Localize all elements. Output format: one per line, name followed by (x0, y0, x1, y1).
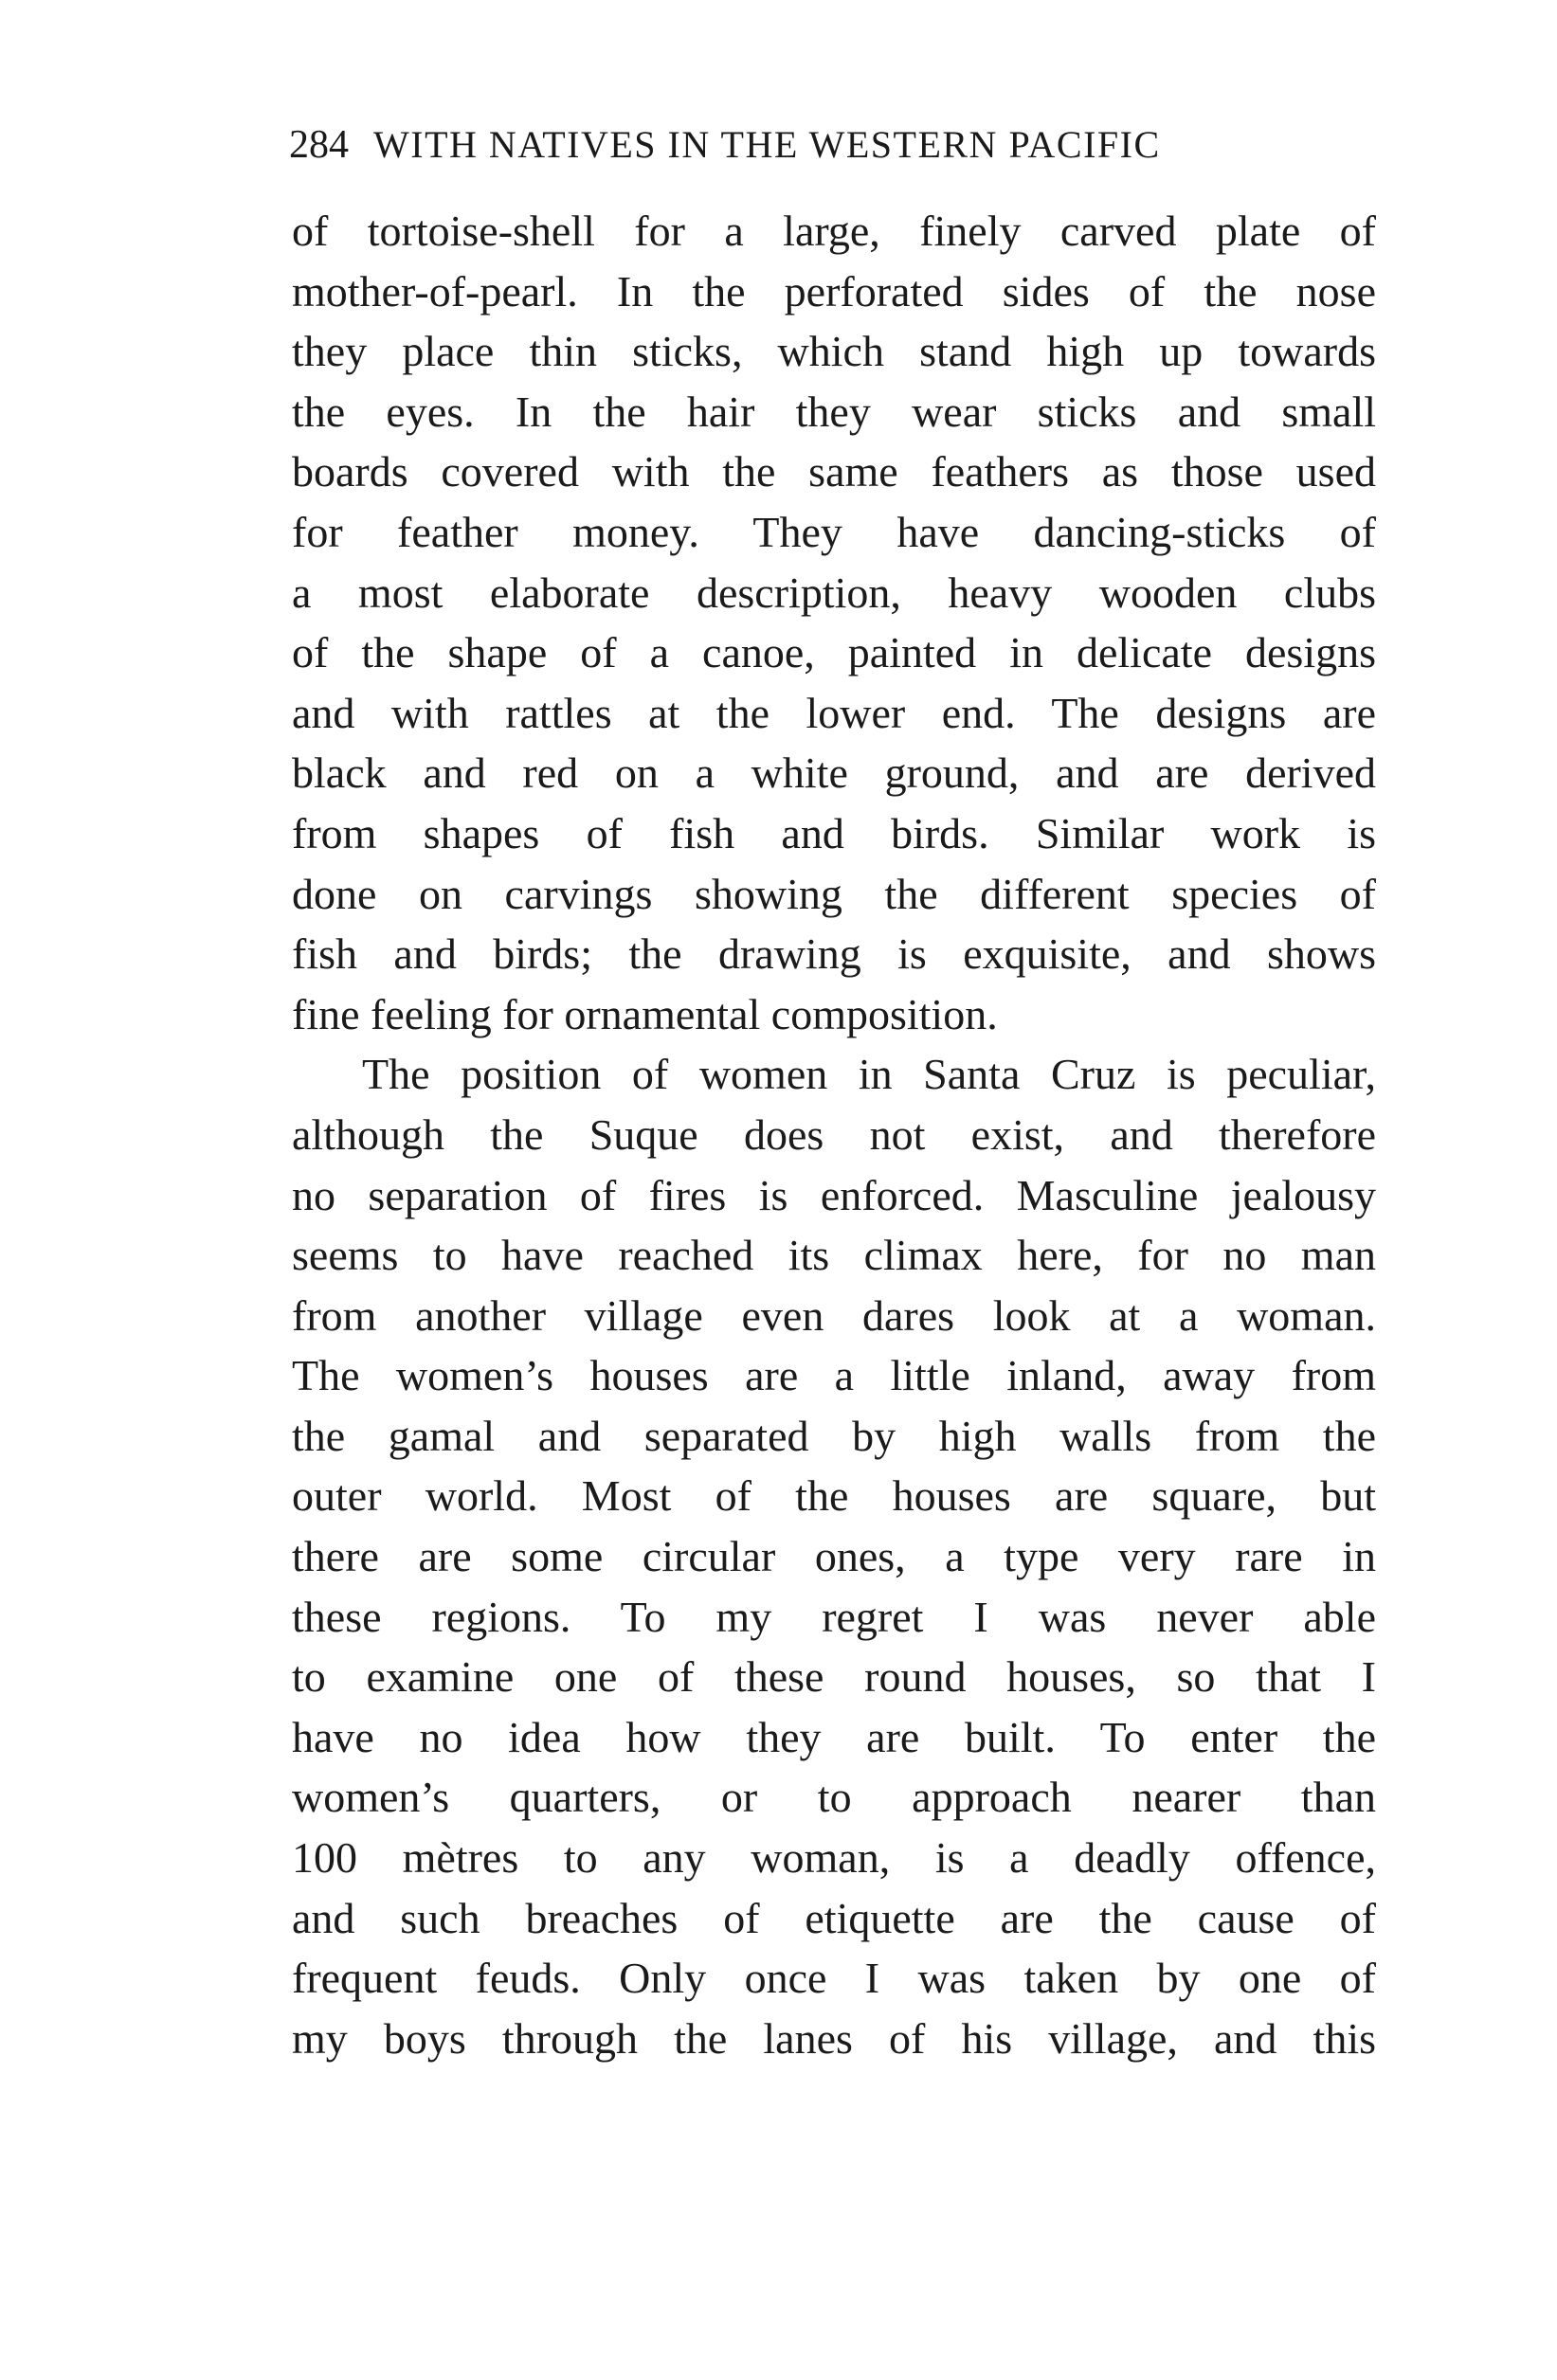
paragraph-end-line: fine feeling for ornamental composition. (292, 989, 998, 1038)
text-line: there are some circular ones, a type very rare in (292, 1532, 1376, 1581)
text-line: the gamal and separated by high walls from the (292, 1411, 1376, 1460)
text-line: women’s quarters, or to approach nearer than (292, 1773, 1376, 1822)
text-line: a most elaborate description, heavy wooden clubs (292, 568, 1376, 617)
text-line: and with rattles at the lower end. The designs are (292, 688, 1376, 737)
text-line: of tortoise-shell for a large, finely carved plate of (292, 207, 1376, 255)
paragraph-start-line: The position of women in Santa Cruz is peculiar, (362, 1050, 1376, 1099)
text-line: 100 mètres to any woman, is a deadly offence, (292, 1833, 1376, 1883)
running-title: WITH NATIVES IN THE WESTERN PACIFIC (373, 123, 1161, 166)
text-line: outer world. Most of the houses are square, but (292, 1471, 1376, 1521)
text-line: frequent feuds. Only once I was taken by one of (292, 1954, 1376, 2003)
text-line: no separation of fires is enforced. Masculine jealousy (292, 1170, 1376, 1219)
text-line: these regions. To my regret I was never able (292, 1592, 1376, 1641)
text-line: mother-of-pearl. In the perforated sides of the nose (292, 266, 1376, 316)
text-line: and such breaches of etiquette are the cause of (292, 1893, 1376, 1942)
text-line: from another village even dares look at a woman. (292, 1290, 1376, 1340)
text-line: boards covered with the same feathers as those used (292, 447, 1376, 496)
text-line: although the Suque does not exist, and therefore (292, 1109, 1376, 1159)
text-line: have no idea how they are built. To enter the (292, 1712, 1376, 1761)
text-line: to examine one of these round houses, so that I (292, 1652, 1376, 1702)
running-head (289, 121, 1374, 169)
text-line: the eyes. In the hair they wear sticks and small (292, 387, 1376, 436)
text-line: they place thin sticks, which stand high up towards (292, 327, 1376, 376)
page-number: 284 (289, 123, 349, 167)
text-line: my boys through the lanes of his village, and this (292, 2013, 1376, 2063)
text-line: of the shape of a canoe, painted in delicate designs (292, 628, 1376, 677)
text-line: done on carvings showing the different species of (292, 869, 1376, 918)
text-line: black and red on a white ground, and are derived (292, 748, 1376, 798)
text-line: for feather money. They have dancing-sticks of (292, 507, 1376, 556)
text-line: seems to have reached its climax here, for no man (292, 1231, 1376, 1280)
text-line: The women’s houses are a little inland, away from (292, 1351, 1376, 1400)
body-text (292, 201, 1376, 2068)
text-line: from shapes of fish and birds. Similar work is (292, 808, 1376, 857)
text-line: fish and birds; the drawing is exquisite, and shows (292, 929, 1376, 979)
